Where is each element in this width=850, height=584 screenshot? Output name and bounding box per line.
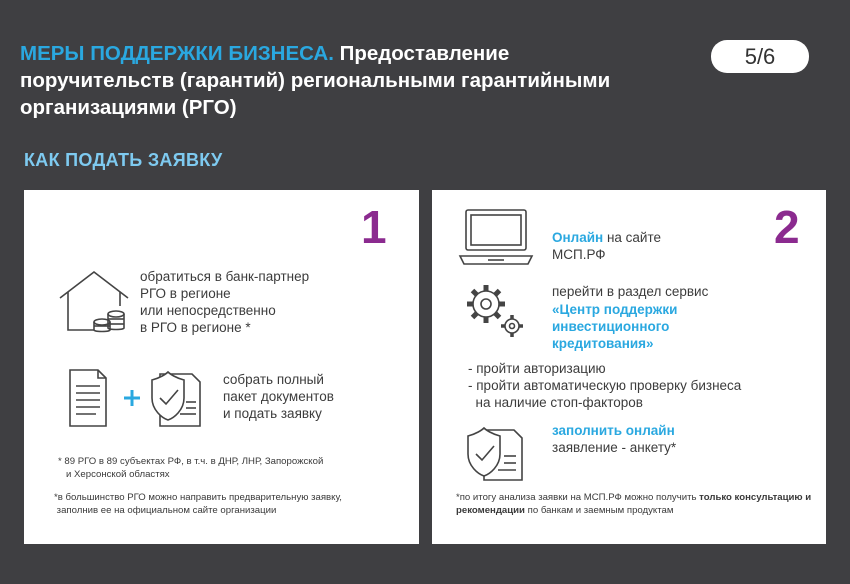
service-name: «Центр поддержки инвестиционного кредитования» [552,302,678,351]
step-1-number: 1 [361,201,387,253]
footnote-bold: только консультацию и рекомендации [456,492,812,516]
slide-counter: 5/6 [711,40,809,73]
house-coins-icon [58,270,130,336]
online-line [552,229,661,246]
step-1-item-2-text: собрать полный пакет документов и подать заявку [223,372,334,421]
online-text: на сайте [603,230,662,245]
documents-shield-icon [68,368,218,428]
online-site: МСП.РФ [552,247,606,262]
laptop-icon [458,206,534,268]
fill-text: заявление - анкету* [552,440,677,455]
step-1-footnote-1: * 89 РГО в 89 субъектах РФ, в т.ч. в ДНР, ЛНР, Запорожской и Херсонской областях [58,456,324,480]
step-2-number: 2 [774,201,800,253]
step-2-panel [432,190,826,544]
gears-icon [462,280,528,340]
title-text: Предоставление поручительств (гарантий) региональными гарантийными организациями (РГО) [20,42,611,119]
title-accent: МЕРЫ ПОДДЕРЖКИ БИЗНЕСА. [20,42,334,65]
fill-highlight: заполнить онлайн [552,423,675,438]
footnote-end: по банкам и заемным продуктам [524,504,674,516]
online-highlight: Онлайн [552,230,604,245]
step-2-footnote [456,492,816,517]
bullet-authorization: - пройти авторизацию [468,361,606,376]
service-prefix: перейти в раздел сервис [552,284,709,299]
page-title [20,40,640,121]
footnote-start: *по итогу анализа заявки на МСП.РФ можно получить [456,492,700,503]
bullet-check: - пройти автоматическую проверку бизнеса на наличие стоп-факторов [468,378,742,410]
section-title: КАК ПОДАТЬ ЗАЯВКУ [24,150,223,170]
shield-document-icon [466,426,528,484]
step-1-footnote-2: *в большинство РГО можно направить предварительную заявку, заполнив ее на официальном сайте организации [54,492,342,516]
step-1-item-1-text: обратиться в банк-партнер РГО в регионе или непосредственно в РГО в регионе * [140,269,310,335]
step-1-panel [24,190,419,544]
